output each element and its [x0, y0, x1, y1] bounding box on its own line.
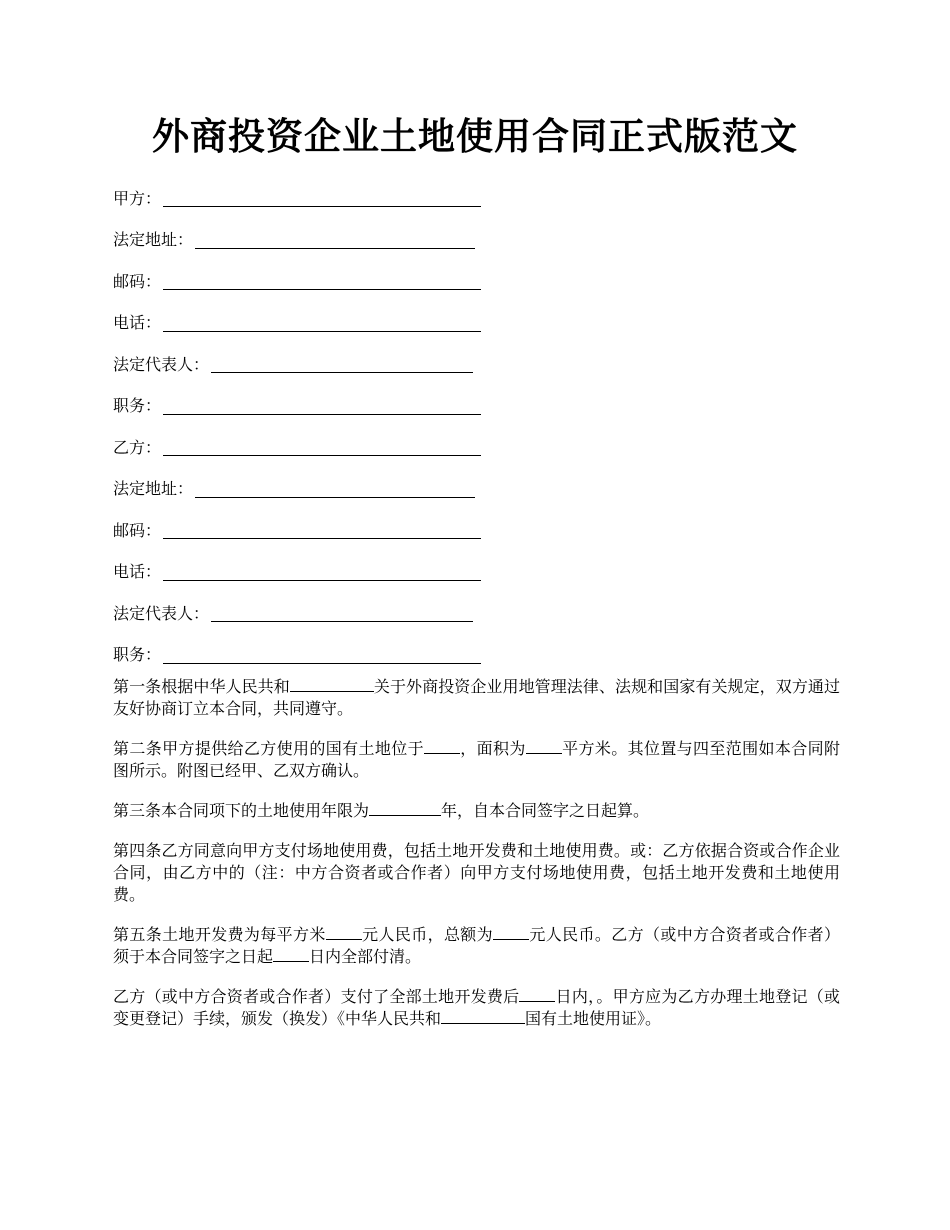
area-blank[interactable]	[526, 738, 562, 754]
location-blank[interactable]	[424, 738, 460, 754]
article-2	[113, 738, 840, 782]
party-b-label: 乙方：	[113, 437, 162, 457]
field-label: 邮码：	[113, 520, 162, 540]
party-fields	[113, 178, 493, 676]
party-b-position-blank[interactable]	[163, 647, 481, 664]
party-b-phone-field	[113, 552, 493, 594]
article-6	[113, 986, 840, 1030]
field-label: 法定代表人：	[113, 354, 210, 374]
party-a-position-blank[interactable]	[163, 398, 481, 415]
article-text: ，面积为	[459, 739, 526, 758]
article-text: 第一条根据中华人民共和	[113, 677, 290, 696]
field-label: 职务：	[113, 396, 162, 416]
article-4	[113, 840, 840, 906]
party-a-field	[113, 178, 493, 220]
article-text: 第五条土地开发费为每平方米	[113, 925, 326, 944]
party-a-address-blank[interactable]	[195, 232, 475, 249]
country-blank[interactable]	[290, 676, 374, 692]
registration-days-blank[interactable]	[519, 986, 555, 1002]
field-label: 法定地址：	[113, 479, 194, 499]
party-a-postcode-blank[interactable]	[163, 273, 481, 290]
certificate-country-blank[interactable]	[441, 1008, 525, 1024]
field-label: 电话：	[113, 562, 162, 582]
party-a-representative-blank[interactable]	[211, 356, 473, 373]
party-a-phone-blank[interactable]	[163, 315, 481, 332]
article-text: 第三条本合同项下的土地使用年限为	[113, 801, 370, 820]
article-text: 日内全部付清。	[309, 947, 422, 966]
page-title: 外商投资企业土地使用合同正式版范文	[152, 114, 798, 158]
party-b-field	[113, 427, 493, 469]
article-text: 国有土地使用证》。	[525, 1009, 662, 1028]
field-label: 电话：	[113, 313, 162, 333]
party-b-postcode-blank[interactable]	[163, 522, 481, 539]
party-a-phone-field	[113, 303, 493, 345]
party-b-phone-blank[interactable]	[163, 564, 481, 581]
unit-price-blank[interactable]	[326, 924, 362, 940]
field-label: 法定代表人：	[113, 603, 210, 623]
contract-articles	[113, 676, 840, 1048]
party-b-postcode-field	[113, 510, 493, 552]
field-label: 职务：	[113, 645, 162, 665]
party-b-address-field	[113, 469, 493, 511]
field-label: 法定地址：	[113, 230, 194, 250]
article-text: 元人民币。乙方（或中方合资者或合作者）须于本合同签字之日起	[113, 925, 840, 966]
article-text: 关于外商投资企业用地管理法律、法规和国家有关规定，双方通过友好协商订立本合同，共同遵守。	[113, 677, 840, 718]
party-b-position-field	[113, 635, 493, 677]
party-b-representative-blank[interactable]	[211, 605, 473, 622]
party-a-address-field	[113, 220, 493, 262]
article-text: 元人民币，总额为	[361, 925, 494, 944]
party-a-position-field	[113, 386, 493, 428]
party-a-postcode-field	[113, 261, 493, 303]
term-years-blank[interactable]	[369, 800, 441, 816]
article-text: 年，自本合同签字之日起算。	[441, 801, 650, 820]
article-3	[113, 800, 840, 822]
party-b-blank[interactable]	[163, 439, 481, 456]
article-text: 日内，。甲方应为乙方办理土地登记（或变更登记）手续，颁发（换发）《中华人民共和	[113, 987, 840, 1028]
party-a-blank[interactable]	[163, 190, 481, 207]
party-b-address-blank[interactable]	[195, 481, 475, 498]
article-text: 第二条甲方提供给乙方使用的国有土地位于	[113, 739, 424, 758]
party-b-representative-field	[113, 593, 493, 635]
field-label: 邮码：	[113, 271, 162, 291]
article-text: 乙方（或中方合资者或合作者）支付了全部土地开发费后	[113, 987, 520, 1006]
article-text: 平方米。其位置与四至范围如本合同附图所示。附图已经甲、乙双方确认。	[113, 739, 840, 780]
article-5	[113, 924, 840, 968]
party-a-label: 甲方：	[113, 188, 162, 208]
article-text: 第四条乙方同意向甲方支付场地使用费，包括土地开发费和土地使用费。或：乙方依据合资或合作企业合同，由乙方中的（注：中方合资者或合作者）向甲方支付场地使用费，包括土地开发费和土地使用费。	[113, 841, 840, 904]
payment-days-blank[interactable]	[273, 946, 309, 962]
party-a-representative-field	[113, 344, 493, 386]
article-1	[113, 676, 840, 720]
total-amount-blank[interactable]	[493, 924, 529, 940]
